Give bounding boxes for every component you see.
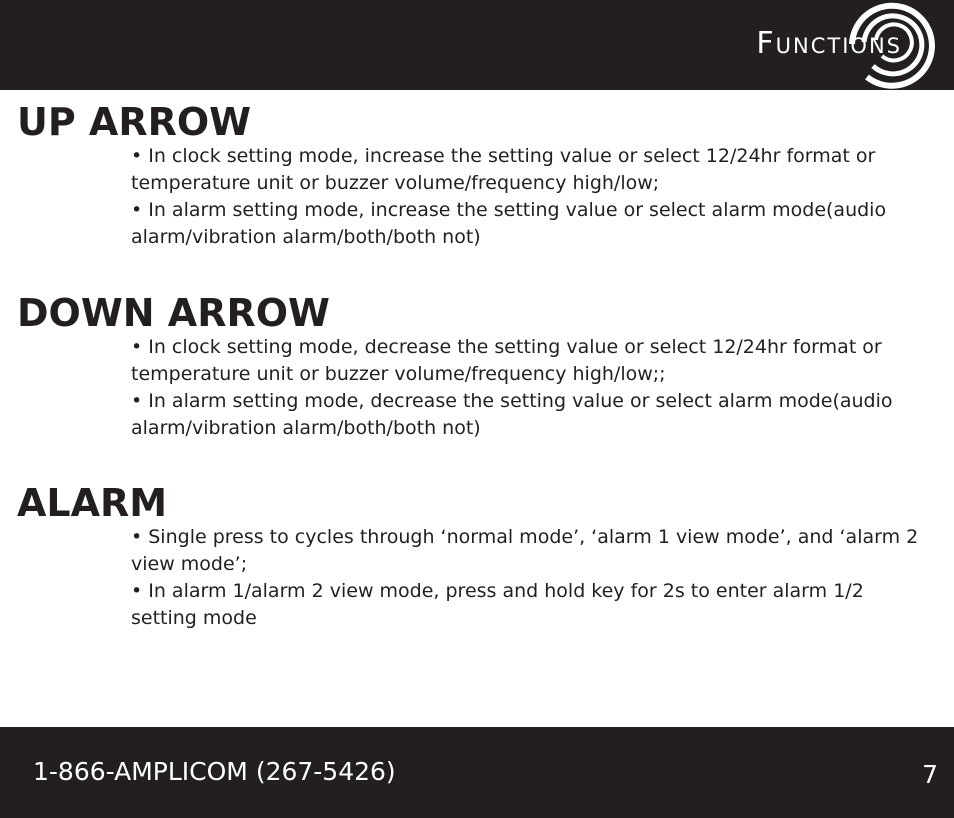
down-arrow-bullet-list [131,334,921,442]
section-title-down-arrow: DOWN ARROW [17,291,330,335]
section-title-up-arrow: UP ARROW [17,100,252,144]
section-title-alarm: ALARM [17,481,168,525]
list-item: • In alarm setting mode, increase the setting value or select alarm mode(audio alarm/vibration alarm/both/both not) [131,199,887,248]
list-item: • In clock setting mode, increase the setting value or select 12/24hr format or temperature unit or buzzer volume/frequency high/low; [131,145,876,194]
alarm-bullet-list [131,524,921,632]
header-title: Functions [756,26,902,61]
list-item: • In alarm setting mode, decrease the setting value or select alarm mode(audio alarm/vibration alarm/both/both not) [131,390,893,439]
page-header [0,0,954,90]
list-item: • In alarm 1/alarm 2 view mode, press and hold key for 2s to enter alarm 1/2 setting mode [131,580,864,629]
list-item: • In clock setting mode, decrease the setting value or select 12/24hr format or temperature unit or buzzer volume/frequency high/low;; [131,336,882,385]
page-number: 7 [922,760,938,789]
list-item: • Single press to cycles through ‘normal mode’, ‘alarm 1 view mode’, and ‘alarm 2 view mode’; [131,526,919,575]
concentric-arcs-logo-icon [842,2,938,90]
up-arrow-bullet-list [131,143,921,251]
page-footer [0,727,954,818]
footer-phone-number: 1-866-AMPLICOM (267-5426) [33,757,396,786]
